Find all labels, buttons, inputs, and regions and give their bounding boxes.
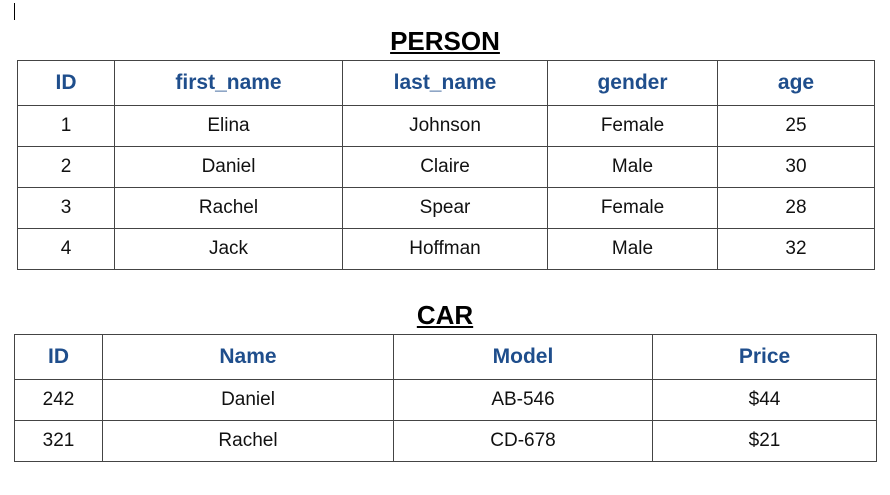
- cell-last-name: Spear: [343, 188, 548, 229]
- cell-first-name: Daniel: [115, 147, 343, 188]
- cell-last-name: Hoffman: [343, 229, 548, 270]
- cell-id: 3: [18, 188, 115, 229]
- column-header-model: Model: [394, 335, 653, 380]
- cell-name: Daniel: [103, 380, 394, 421]
- column-header-first-name: first_name: [115, 61, 343, 106]
- cell-age: 28: [718, 188, 875, 229]
- cell-model: AB-546: [394, 380, 653, 421]
- cell-first-name: Jack: [115, 229, 343, 270]
- car-table: [14, 334, 877, 462]
- cell-gender: Male: [548, 147, 718, 188]
- table-row: [18, 188, 875, 229]
- table-row: [18, 229, 875, 270]
- cell-last-name: Johnson: [343, 106, 548, 147]
- cell-last-name: Claire: [343, 147, 548, 188]
- cell-age: 25: [718, 106, 875, 147]
- cell-age: 32: [718, 229, 875, 270]
- column-header-last-name: last_name: [343, 61, 548, 106]
- cell-gender: Female: [548, 106, 718, 147]
- car-table-title: CAR: [416, 300, 474, 330]
- column-header-id: ID: [18, 61, 115, 106]
- cell-first-name: Rachel: [115, 188, 343, 229]
- cell-id: 242: [15, 380, 103, 421]
- cell-price: $21: [653, 421, 877, 462]
- cell-age: 30: [718, 147, 875, 188]
- person-header-row: [18, 61, 875, 106]
- cell-id: 4: [18, 229, 115, 270]
- column-header-name: Name: [103, 335, 394, 380]
- column-header-id: ID: [15, 335, 103, 380]
- table-row: [18, 106, 875, 147]
- table-row: [15, 380, 877, 421]
- cell-name: Rachel: [103, 421, 394, 462]
- column-header-age: age: [718, 61, 875, 106]
- car-header-row: [15, 335, 877, 380]
- cell-price: $44: [653, 380, 877, 421]
- cell-gender: Female: [548, 188, 718, 229]
- column-header-price: Price: [653, 335, 877, 380]
- text-cursor: [14, 3, 15, 20]
- cell-model: CD-678: [394, 421, 653, 462]
- cell-first-name: Elina: [115, 106, 343, 147]
- person-table: [17, 60, 875, 270]
- cell-id: 321: [15, 421, 103, 462]
- cell-id: 2: [18, 147, 115, 188]
- cell-gender: Male: [548, 229, 718, 270]
- table-row: [15, 421, 877, 462]
- person-table-title: PERSON: [390, 26, 500, 56]
- cell-id: 1: [18, 106, 115, 147]
- column-header-gender: gender: [548, 61, 718, 106]
- table-row: [18, 147, 875, 188]
